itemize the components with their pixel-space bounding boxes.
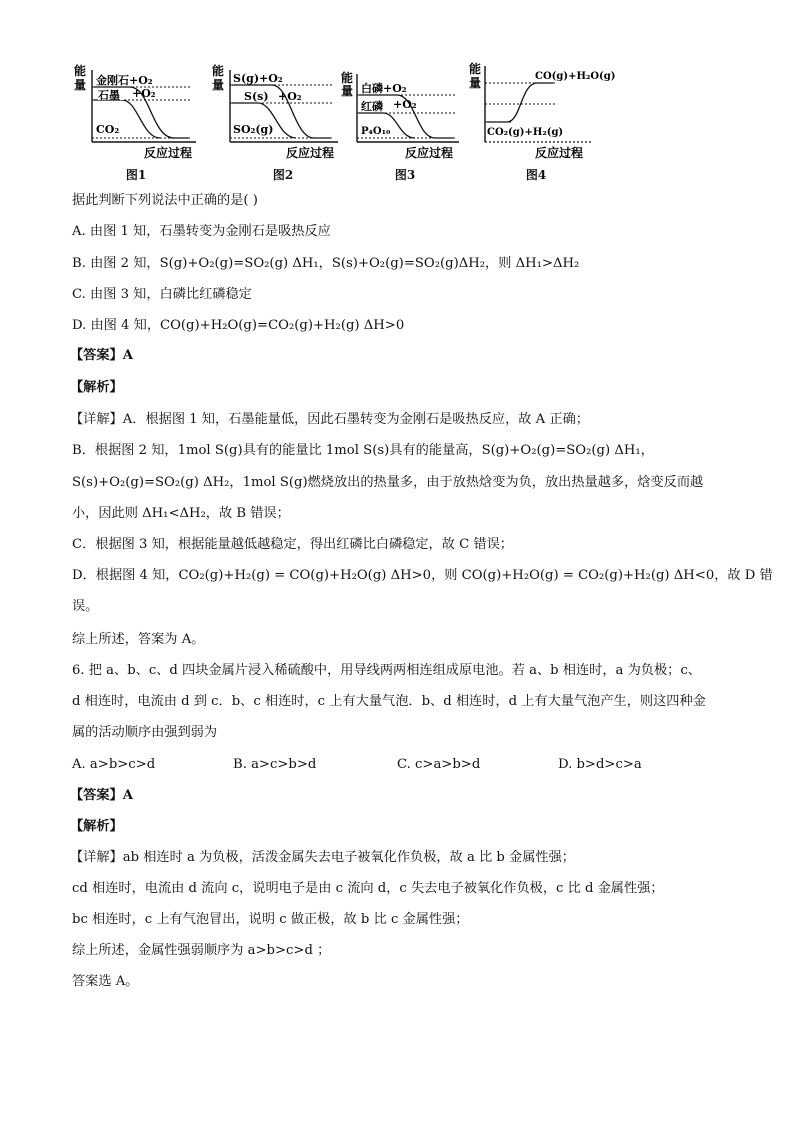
- question-6-stem-line2: d 相连时，电流由 d 到 c．b、c 相连时，c 上有大量气泡．b、d 相连时，d 上有大量气泡产生，则这四种金: [72, 694, 706, 709]
- x-axis-label: 反应过程: [405, 146, 454, 160]
- top-level-label: 白磷+O₂: [361, 82, 407, 95]
- y-axis-label-bottom: 量: [212, 78, 225, 92]
- bottom-level-label: CO₂(g)+H₂(g): [487, 127, 564, 138]
- question-5-option-a: A. 由图 1 知，石墨转变为金刚石是吸热反应: [72, 224, 331, 239]
- question-6-option-b: B. a>c>b>d: [233, 757, 317, 772]
- question-5-analysis-title: 【解析】: [70, 380, 123, 395]
- y-axis-label-top: 能: [341, 71, 354, 85]
- reaction-curve: [487, 83, 553, 122]
- figure-caption-3: 图3: [394, 168, 416, 182]
- mid-level-label-suffix: +O₂: [278, 90, 302, 103]
- energy-diagram-4: [465, 60, 616, 160]
- question-5-detail-b2: S(s)+O₂(g)=SO₂(g) ΔH₂，1mol S(g)燃烧放出的热量多，由于放热焓变为负，放出热量越多，焓变反而越: [72, 475, 704, 490]
- question-6-answer: 【答案】A: [70, 788, 133, 803]
- energy-diagram-3: [337, 60, 462, 160]
- figure-caption-1: 图1: [125, 168, 147, 182]
- energy-diagram-2-svg: [208, 60, 342, 160]
- top-level-label: S(g)+O₂: [233, 72, 283, 85]
- top-level-label: CO(g)+H₂O(g): [535, 71, 616, 82]
- question-6-detail-3: bc 相连时，c 上有气泡冒出，说明 c 做正极，故 b 比 c 金属性强；: [72, 912, 469, 927]
- x-axis-label: 反应过程: [144, 146, 193, 160]
- question-6-option-a: A. a>b>c>d: [72, 757, 156, 772]
- question-5-detail-c: C．根据图 3 知，根据能量越低越稳定，得出红磷比白磷稳定，故 C 错误；: [72, 537, 513, 552]
- mid-level-label-suffix: +O₂: [393, 98, 417, 111]
- x-axis-label: 反应过程: [286, 146, 335, 160]
- question-5-detail-d1: D．根据图 4 知，CO₂(g)+H₂(g) = CO(g)+H₂O(g) ΔH>0，则 CO(g)+H₂O(g) = CO₂(g)+H₂(g) ΔH<0，故 D 错: [72, 568, 773, 583]
- question-6-stem-line1: 6. 把 a、b、c、d 四块金属片浸入稀硫酸中，用导线两两相连组成原电池。若 a、b 相连时，a 为负极；c、: [72, 663, 701, 678]
- question-6-stem-line3: 属的活动顺序由强到弱为: [72, 725, 218, 740]
- question-6-detail-5: 答案选 A。: [72, 974, 139, 989]
- y-axis-label-top: 能: [469, 62, 482, 76]
- question-6-detail-2: cd 相连时，电流由 d 流向 c，说明电子是由 c 流向 d，c 失去电子被氧化作负极，c 比 d 金属性强；: [72, 881, 664, 896]
- question-5-option-b: B. 由图 2 知，S(g)+O₂(g)=SO₂(g) ΔH₁，S(s)+O₂(g)=SO₂(g)ΔH₂，则 ΔH₁>ΔH₂: [72, 256, 580, 271]
- figure-caption-2: 图2: [272, 168, 294, 182]
- question-5-stem: 据此判断下列说法中正确的是( ): [72, 193, 258, 208]
- mid-level-label: 红磷: [361, 100, 383, 113]
- figure-caption-4: 图4: [525, 168, 547, 182]
- question-5-option-d: D. 由图 4 知，CO(g)+H₂O(g)=CO₂(g)+H₂(g) ΔH>0: [72, 318, 405, 333]
- question-5-detail-a: 【详解】A．根据图 1 知，石墨能量低，因此石墨转变为金刚石是吸热反应，故 A 正确；: [70, 412, 589, 427]
- mid-level-label: 石墨: [98, 89, 120, 102]
- top-level-label: 金刚石+O₂: [96, 74, 153, 87]
- question-5-summary: 综上所述，答案为 A。: [72, 632, 205, 647]
- question-6-analysis-title: 【解析】: [70, 819, 123, 834]
- y-axis-label-top: 能: [74, 64, 87, 78]
- question-5-option-c: C. 由图 3 知，白磷比红磷稳定: [72, 287, 252, 302]
- y-axis-label-bottom: 量: [74, 78, 87, 92]
- energy-diagram-4-svg: [465, 60, 616, 160]
- question-6-detail-1: 【详解】ab 相连时 a 为负极，活泼金属失去电子被氧化作负极，故 a 比 b 金属性强；: [70, 850, 575, 865]
- mid-level-label: S(s): [244, 90, 269, 103]
- question-6-detail-4: 综上所述，金属性强弱顺序为 a>b>c>d ；: [72, 943, 331, 958]
- question-6-option-d: D. b>d>c>a: [558, 757, 642, 772]
- y-axis-label-bottom: 量: [469, 76, 482, 90]
- y-axis-label-bottom: 量: [341, 84, 354, 98]
- question-6-option-c: C. c>a>b>d: [397, 757, 481, 772]
- question-5-answer: 【答案】A: [70, 348, 133, 363]
- question-5-detail-d2: 误。: [72, 599, 99, 614]
- x-axis-label: 反应过程: [535, 146, 584, 160]
- energy-diagram-1-svg: [70, 60, 200, 160]
- bottom-level-label: CO₂: [96, 123, 120, 136]
- energy-diagram-2: [208, 60, 342, 160]
- energy-diagram-3-svg: [337, 60, 462, 160]
- bottom-level-label: P₄O₁₀: [361, 126, 391, 137]
- mid-level-label-suffix: +O₂: [132, 87, 156, 100]
- energy-diagram-1: [70, 60, 200, 160]
- question-5-detail-b3: 小，因此则 ΔH₁<ΔH₂，故 B 错误；: [72, 506, 290, 521]
- bottom-level-label: SO₂(g): [233, 123, 274, 136]
- question-5-detail-b1: B．根据图 2 知，1mol S(g)具有的能量比 1mol S(s)具有的能量高，S(g)+O₂(g)=SO₂(g) ΔH₁，: [72, 443, 654, 458]
- y-axis-label-top: 能: [212, 64, 225, 78]
